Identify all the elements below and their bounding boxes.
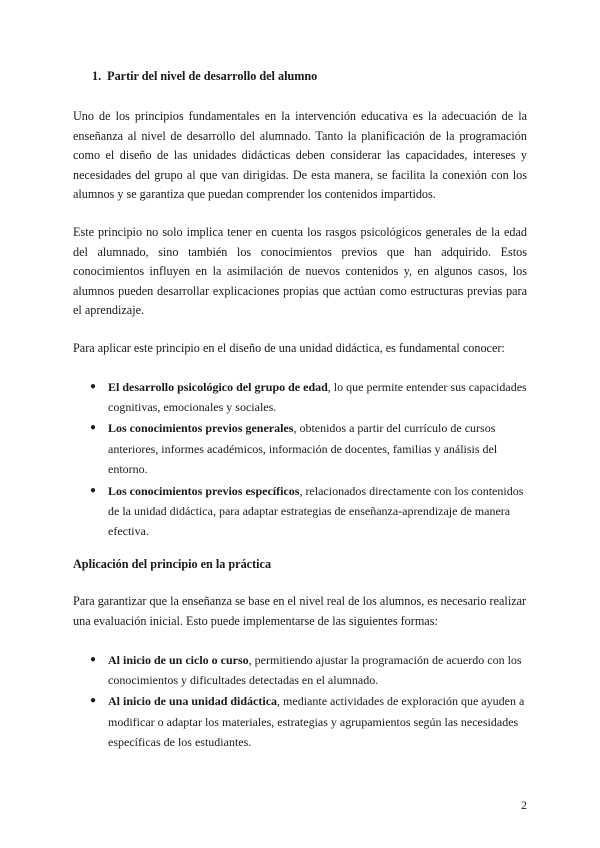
list-item-text: , mediante actividades de exploración que ayuden a modificar o adaptar los materiales, estrategias y agrupamientos según las necesidades específicas de los estudiantes. bbox=[108, 694, 525, 750]
section-number: 1. bbox=[92, 69, 102, 83]
bullet-icon: ● bbox=[90, 380, 97, 392]
list-item-text: , permitiendo ajustar la programación de acuerdo con los conocimientos y dificultades detectadas en el alumnado. bbox=[108, 652, 522, 687]
list-item-text: , relacionados directamente con los contenidos de la unidad didáctica, para adaptar estrategias de enseñanza-aprendizaje de manera efectiva. bbox=[108, 483, 524, 539]
section-heading bbox=[92, 66, 527, 86]
bullet-icon: ● bbox=[90, 653, 97, 665]
section-title: Partir del nivel de desarrollo del alumno bbox=[107, 69, 318, 83]
list-item bbox=[73, 650, 527, 691]
evaluation-list bbox=[73, 650, 527, 753]
bullet-icon: ● bbox=[90, 695, 97, 707]
list-item-bold: Los conocimientos previos específicos bbox=[108, 483, 300, 498]
paragraph-3: Para aplicar este principio en el diseño de una unidad didáctica, es fundamental conocer: bbox=[73, 340, 505, 355]
knowledge-list bbox=[73, 377, 527, 542]
bullet-icon: ● bbox=[90, 484, 97, 496]
list-item-bold: Al inicio de una unidad didáctica bbox=[108, 694, 278, 709]
list-item-bold: El desarrollo psicológico del grupo de edad bbox=[108, 379, 328, 394]
list-item-text: , lo que permite entender sus capacidades cognitivas, emocionales y sociales. bbox=[108, 379, 527, 414]
paragraph-2: Este principio no solo implica tener en cuenta los rasgos psicológicos generales de la edad del alumnado, sino también los conocimientos previos que han adquirido. Estos conocimientos influyen en la asimilación de nuevos contenidos y, en algunos casos, los alumnos pueden desarrollar explicaciones propias que actúan como estructuras previas para el aprendizaje. bbox=[73, 224, 527, 318]
bullet-icon: ● bbox=[90, 422, 97, 434]
paragraph-4: Para garantizar que la enseñanza se base en el nivel real de los alumnos, es necesario realizar una evaluación inicial. Esto puede implementarse de las siguientes formas: bbox=[73, 594, 527, 628]
list-item bbox=[73, 691, 527, 752]
list-item bbox=[73, 418, 527, 479]
list-item bbox=[73, 481, 527, 542]
list-item-text: , obtenidos a partir del currículo de cursos anteriores, informes académicos, información de docentes, familias y análisis del entorno. bbox=[108, 421, 498, 477]
list-item bbox=[73, 377, 527, 418]
list-item-bold: Al inicio de un ciclo o curso bbox=[108, 652, 249, 667]
list-item-bold: Los conocimientos previos generales bbox=[108, 421, 294, 436]
subheading: Aplicación del principio en la práctica bbox=[73, 556, 272, 571]
paragraph-1: Uno de los principios fundamentales en la intervención educativa es la adecuación de la enseñanza al nivel de desarrollo del alumnado. Tanto la planificación de la programación como el diseño de las unidades didácticas deben considerar las capacidades, intereses y necesidades del grupo al que van dirigidas. De esta manera, se facilita la conexión con los alumnos y se garantiza que puedan comprender los contenidos impartidos. bbox=[73, 109, 527, 202]
page-content bbox=[73, 66, 527, 766]
page-number: 2 bbox=[521, 798, 527, 812]
